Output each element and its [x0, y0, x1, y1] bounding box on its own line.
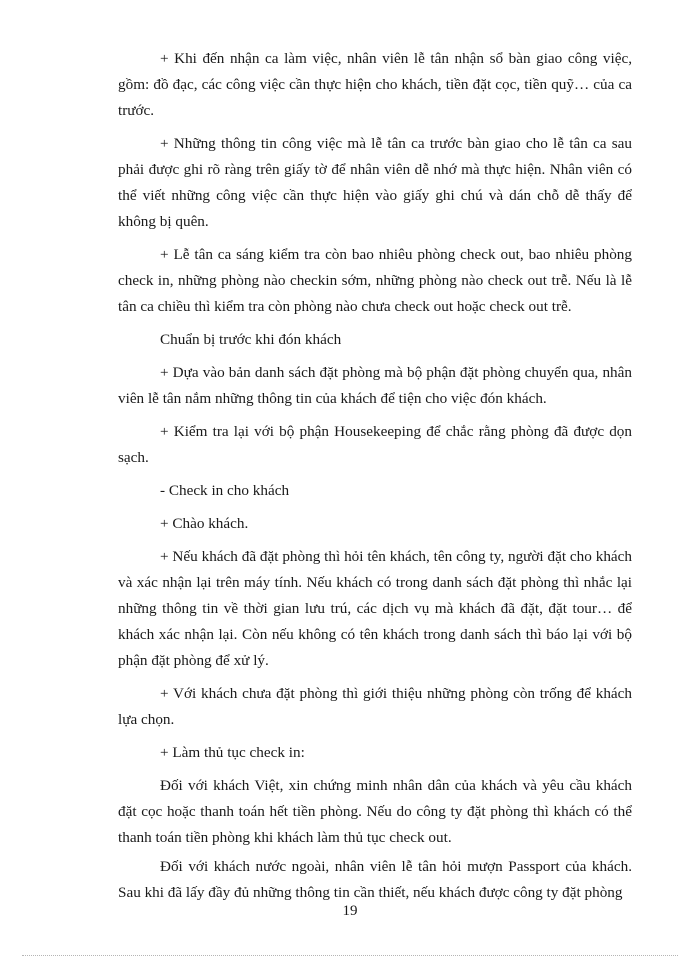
text-body: [118, 46, 632, 913]
section-heading-preparation: Chuẩn bị trước khi đón khách: [160, 331, 342, 348]
paragraph-booking-list: + Dựa vào bản danh sách đặt phòng mà bộ phận đặt phòng chuyển qua, nhân viên lễ tân nắm những thông tin của khách để tiện cho việc đón khách.: [118, 364, 632, 407]
section-heading-check-in: - Check in cho khách: [160, 482, 290, 499]
paragraph-walk-in-guest: + Với khách chưa đặt phòng thì giới thiệu những phòng còn trống để khách lựa chọn.: [118, 685, 632, 728]
paragraph-booked-guest: + Nếu khách đã đặt phòng thì hỏi tên khách, tên công ty, người đặt cho khách và xác nhận lại trên máy tính. Nếu khách có trong danh sách đặt phòng thì nhắc lại những thông tin về thời gian lưu trú, các dịch vụ mà khách đã đặt, đặt tour… để khách xác nhận lại. Còn nếu không có tên khách trong danh sách thì báo lại với bộ phận đặt phòng để xử lý.: [118, 548, 632, 669]
paragraph-housekeeping-check: + Kiểm tra lại với bộ phận Housekeeping để chắc rằng phòng đã được dọn sạch.: [118, 423, 632, 466]
paragraph-room-check: + Lễ tân ca sáng kiểm tra còn bao nhiêu phòng check out, bao nhiêu phòng check in, những phòng nào checkin sớm, những phòng nào check out trễ. Nếu là lễ tân ca chiều thì kiểm tra còn phòng nào chưa check out hoặc check out trễ.: [118, 246, 632, 315]
paragraph-handover-notes: + Những thông tin công việc mà lễ tân ca trước bàn giao cho lễ tân ca sau phải được ghi rõ ràng trên giấy tờ để nhân viên dễ nhớ mà thực hiện. Nhân viên có thể viết những công việc cần thực hiện vào giấy ghi chú và dán chỗ dễ thấy để không bị quên.: [118, 135, 632, 230]
paragraph-vietnamese-guest: Đối với khách Việt, xin chứng minh nhân dân của khách và yêu cầu khách đặt cọc hoặc thanh toán hết tiền phòng. Nếu do công ty đặt phòng thì khách có thể thanh toán tiền phòng khi khách làm thủ tục check out.: [118, 777, 632, 846]
bottom-divider: [22, 955, 678, 956]
paragraph-check-in-procedure: + Làm thủ tục check in:: [160, 744, 305, 761]
paragraph-greet-guest: + Chào khách.: [160, 515, 249, 532]
paragraph-shift-handover: + Khi đến nhận ca làm việc, nhân viên lễ tân nhận sổ bàn giao công việc, gồm: đồ đạc, các công việc cần thực hiện cho khách, tiền đặt cọc, tiền quỹ… của ca trước.: [118, 50, 632, 119]
page-number: 19: [342, 903, 358, 919]
paragraph-foreign-guest: Đối với khách nước ngoài, nhân viên lễ tân hỏi mượn Passport của khách. Sau khi đã lấy đầy đủ những thông tin cần thiết, nếu khách được công ty đặt phòng: [118, 858, 632, 901]
